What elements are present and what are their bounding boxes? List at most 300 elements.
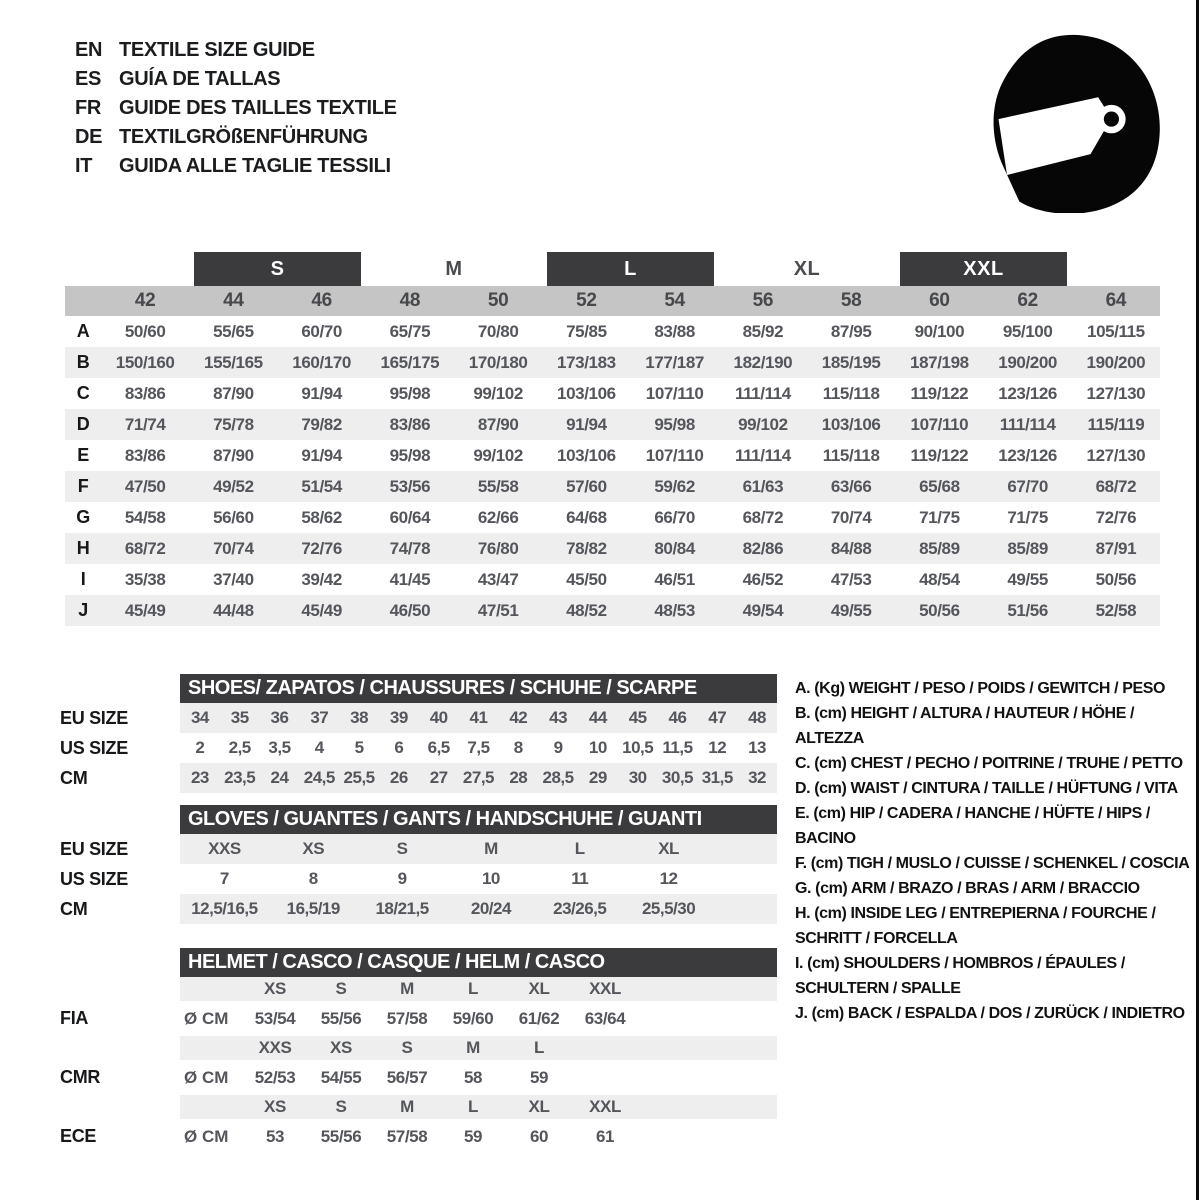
size-value: 23,5 [224,768,256,787]
diameter-unit: Ø CM [184,1067,229,1087]
language-label: TEXTILGRÖßENFÜHRUNG [119,126,368,148]
size-value: 127/130 [1086,445,1146,465]
band-spacer-cell [65,252,101,286]
size-value: 24,5 [303,768,335,787]
table-row-J [65,595,1160,626]
size-band-label: S [194,252,361,286]
size-value: 87/90 [213,383,254,403]
size-value: 70/74 [213,538,254,558]
size-value: 99/102 [473,383,523,403]
size-value: 8 [513,738,523,757]
size-band-cell [542,252,719,286]
row-label: J [78,600,88,620]
size-label: S [335,979,347,998]
size-value: 62/66 [477,507,519,527]
size-value: 82/86 [742,538,784,558]
size-value: 48/53 [654,600,695,620]
size-value: 39 [389,708,408,727]
table-row-G [65,502,1160,533]
size-value: 8 [308,869,318,888]
size-value: 83/86 [124,445,166,465]
size-value: 182/190 [733,352,793,372]
row-label: ECE [60,1126,97,1146]
shoes-table-title: SHOES/ ZAPATOS / CHAUSSURES / SCHUHE / SCARPE [180,674,777,703]
language-code: ES [75,68,102,90]
size-value: 72/76 [1095,507,1137,527]
size-value: 4 [314,738,324,757]
size-value: 11,5 [662,738,693,757]
row-label [60,1095,180,1119]
table-row-A [65,316,1160,347]
size-value: 65/75 [389,321,431,341]
size-value: 3,5 [268,738,291,757]
size-value: 50/56 [919,600,960,620]
language-label: GUIDA ALLE TAGLIE TESSILI [119,155,391,177]
size-value: 50/56 [1095,569,1137,589]
size-value: 61/62 [518,1008,560,1028]
size-value: XL [658,839,679,858]
language-row [75,94,397,123]
size-value: 60/64 [389,507,431,527]
language-code: IT [75,155,93,177]
size-value: 95/100 [1002,321,1053,341]
size-value: 57/58 [386,1126,428,1146]
size-value: 46/50 [389,600,431,620]
size-value: 45/50 [566,569,607,589]
size-value: 51/54 [301,476,342,496]
size-value: 45 [628,708,647,727]
size-value: 58/62 [301,507,342,527]
size-value: 65/68 [919,476,960,496]
size-value: 103/106 [557,383,616,403]
size-value: 25,5/30 [641,899,696,918]
size-value: 52/58 [1095,600,1137,620]
size-value: 115/118 [822,383,880,403]
row-label: US SIZE [60,868,128,889]
helmet-table-title: HELMET / CASCO / CASQUE / HELM / CASCO [180,948,777,977]
size-value: 127/130 [1086,383,1146,403]
size-value: 36 [270,708,289,727]
legend-item: A. (Kg) WEIGHT / PESO / POIDS / GEWITCH / PESO [795,680,1166,697]
size-value: 55/58 [477,476,519,496]
size-value: 9 [553,738,563,757]
column-header: 46 [311,290,332,311]
size-label: L [468,979,478,998]
size-value: 75/78 [213,414,254,434]
row-cells [180,1119,777,1154]
column-header: 60 [929,290,950,311]
size-value: 46/51 [654,569,695,589]
row-label: D [76,414,90,434]
table-row [60,864,777,894]
row-cells [180,1001,777,1036]
size-band-cell [101,252,189,286]
size-value: 46/52 [742,569,784,589]
language-code: FR [75,97,102,119]
size-value: 123/126 [998,383,1057,403]
size-value: 23/26,5 [553,899,607,918]
size-value: 68/72 [124,538,166,558]
size-value: 7 [219,869,229,888]
size-value: 10 [588,738,607,757]
size-value: 107/110 [645,383,704,403]
helmet-icon [975,28,1170,213]
size-band-label: L [547,252,714,286]
column-header: 48 [399,290,421,311]
row-label: I [80,569,86,589]
row-label: A [76,321,90,341]
size-value: 87/95 [830,321,872,341]
size-value: 54/55 [320,1067,362,1087]
diameter-unit: Ø CM [184,1008,229,1028]
size-band-label: M [445,257,463,280]
size-value: 63/66 [830,476,872,496]
size-value: 123/126 [998,445,1057,465]
size-value: 59/62 [654,476,695,496]
row-label: EU SIZE [60,838,128,859]
size-band-cell [719,252,896,286]
helmet-size-row [60,1036,777,1060]
shoes-table [60,674,777,793]
table-row [60,763,777,793]
size-value: 55/56 [320,1008,362,1028]
size-value: 68/72 [1095,476,1137,496]
size-label: M [400,979,414,998]
size-value: 42 [509,708,528,727]
size-band-cell [1072,252,1160,286]
size-value: 40 [429,708,448,727]
size-value: 37 [310,708,329,727]
size-value: 41/45 [389,569,431,589]
size-value: 55/56 [320,1126,362,1146]
size-value: 10,5 [622,738,654,757]
size-value: 91/94 [566,414,607,434]
size-value: 115/118 [822,445,880,465]
legend-item: E. (cm) HIP / CADERA / HANCHE / HÜFTE / HIPS / BACINO [795,805,1150,847]
size-value: 85/92 [742,321,784,341]
row-cells [180,864,777,894]
size-value: 79/82 [301,414,342,434]
size-value: 160/170 [292,352,351,372]
size-value: 83/86 [389,414,431,434]
size-value: 61/63 [742,476,784,496]
legend-item: D. (cm) WAIST / CINTURA / TAILLE / HÜFTUNG / VITA [795,780,1178,797]
legend-item: C. (cm) CHEST / PECHO / POITRINE / TRUHE / PETTO [795,755,1183,772]
size-label: S [401,1038,413,1057]
size-value: 48/54 [919,569,960,589]
size-value: 47/50 [124,476,166,496]
row-label: E [77,445,89,465]
size-value: 29 [588,768,607,787]
size-value: 105/115 [1087,321,1145,341]
table-row-F [65,471,1160,502]
size-value: 165/175 [380,352,440,372]
size-value: S [396,839,408,858]
size-value: 37/40 [213,569,254,589]
size-value: 61 [595,1126,615,1146]
size-value: 107/110 [910,414,969,434]
language-row [75,65,397,94]
size-value: 5 [354,738,364,757]
size-value: 45/49 [124,600,166,620]
helmet-size-row [60,1095,777,1119]
size-value: 49/54 [742,600,784,620]
diameter-unit: Ø CM [184,1126,229,1146]
size-value: 90/100 [914,321,965,341]
size-value: 27 [429,768,448,787]
table-row [60,733,777,763]
column-header: 52 [576,290,597,311]
size-value: 87/90 [213,445,254,465]
size-value: 53 [265,1126,285,1146]
size-value: 48 [748,708,767,727]
size-value: 111/114 [999,414,1056,434]
size-value: 20/24 [470,899,511,918]
size-value: 57/60 [566,476,607,496]
table-row-E [65,440,1160,471]
size-value: 23 [190,768,209,787]
size-value: 87/90 [477,414,519,434]
row-label [60,1036,180,1060]
row-label: G [76,507,90,527]
size-value: 35 [230,708,249,727]
size-value: 119/122 [910,445,969,465]
size-value: 16,5/19 [286,899,340,918]
size-value: XXS [208,839,241,858]
spacer [60,805,180,834]
size-value: 26 [389,768,408,787]
size-value: 47/53 [830,569,872,589]
size-value: 45/49 [301,600,342,620]
helmet-table [60,948,777,1154]
legend-item: G. (cm) ARM / BRAZO / BRAS / ARM / BRACCIO [795,880,1140,897]
size-value: 80/84 [654,538,695,558]
legend-item: J. (cm) BACK / ESPALDA / DOS / ZURÜCK / INDIETRO [795,1005,1185,1022]
size-value: 32 [748,768,767,787]
size-band-label: XL [793,257,821,280]
size-value: 47 [708,708,727,727]
size-value: 85/89 [919,538,960,558]
size-value: 87/91 [1095,538,1137,558]
row-label: FIA [60,1008,89,1028]
size-value: 63/64 [584,1008,626,1028]
size-value: 56/60 [213,507,254,527]
size-label: XXS [258,1038,292,1057]
size-value: 187/198 [910,352,969,372]
row-label: CM [60,898,88,919]
size-value: 59 [529,1067,549,1087]
size-label: S [335,1097,347,1116]
size-label: L [534,1038,544,1057]
legend-item: F. (cm) TIGH / MUSLO / CUISSE / SCHENKEL / COSCIA [795,855,1190,872]
size-value: 58 [463,1067,483,1087]
size-label: M [400,1097,414,1116]
row-cells [180,894,777,924]
size-value: 78/82 [566,538,607,558]
language-code: EN [75,39,103,61]
size-value: 43 [549,708,568,727]
size-value: 170/180 [468,352,528,372]
language-row [75,152,397,181]
row-cells [180,763,777,793]
legend-item: B. (cm) HEIGHT / ALTURA / HAUTEUR / HÖHE / ALTEZZA [795,705,1135,747]
row-label: US SIZE [60,737,128,758]
size-value: 50/60 [124,321,166,341]
size-value: 83/86 [124,383,166,403]
size-value: 28,5 [542,768,574,787]
size-value: 85/89 [1007,538,1048,558]
size-value: 49/55 [1007,569,1048,589]
language-row [75,123,397,152]
language-code: DE [75,126,103,148]
size-value: 56/57 [386,1067,428,1087]
table-row-I [65,564,1160,595]
size-band-label: XXL [900,252,1067,286]
size-value: 99/102 [738,414,788,434]
row-cells [180,834,777,864]
row-label: F [77,476,89,496]
size-value: 10 [481,869,500,888]
row-cells [180,1036,777,1060]
size-value: 46 [668,708,687,727]
column-header: 42 [134,290,156,311]
size-value: 28 [509,768,528,787]
column-header: 54 [664,290,685,311]
table-row-D [65,409,1160,440]
size-value: 49/55 [830,600,872,620]
legend-item: H. (cm) INSIDE LEG / ENTREPIERNA / FOURCHE / SCHRITT / FORCELLA [795,905,1156,947]
size-value: 30 [628,768,647,787]
size-value: 12 [708,738,727,757]
size-value: 35/38 [124,569,166,589]
row-label: H [76,538,90,558]
size-value: 30,5 [661,768,693,787]
size-value: 75/85 [566,321,607,341]
size-value: 25,5 [343,768,375,787]
size-value: 185/195 [821,352,881,372]
language-label: GUÍA DE TALLAS [119,68,281,90]
size-value: 60 [529,1126,549,1146]
size-value: 12,5/16,5 [191,899,258,918]
size-value: 53/54 [254,1008,296,1028]
size-value: 103/106 [557,445,616,465]
row-cells [180,1095,777,1119]
size-value: 103/106 [821,414,881,434]
size-label: XL [528,979,550,998]
size-value: 6 [394,738,404,757]
row-label: EU SIZE [60,707,128,728]
size-value: 2 [195,738,205,757]
column-header: 44 [223,290,244,311]
size-value: 59 [463,1126,483,1146]
column-header: 62 [1017,290,1038,311]
size-value: 43/47 [477,569,519,589]
number-spacer-cell [65,286,101,316]
helmet-value-row [60,1060,777,1095]
size-label: XS [264,1097,286,1116]
row-cells [180,977,777,1001]
size-value: 91/94 [301,383,342,403]
column-header: 64 [1105,290,1127,311]
size-value: 76/80 [477,538,519,558]
size-value: 84/88 [830,538,872,558]
table-row-B [65,347,1160,378]
size-label: XXL [589,1097,621,1116]
row-label [60,977,180,1001]
size-value: 107/110 [645,445,704,465]
size-value: 52/53 [254,1067,296,1087]
row-label: B [76,352,90,372]
size-value: 34 [190,708,209,727]
size-value: 44/48 [213,600,254,620]
size-value: 91/94 [301,445,342,465]
size-value: 7,5 [467,738,490,757]
language-label: TEXTILE SIZE GUIDE [119,39,315,61]
size-value: 177/187 [645,352,704,372]
size-value: 47/51 [477,600,519,620]
gloves-table-title: GLOVES / GUANTES / GANTS / HANDSCHUHE / GUANTI [180,805,777,834]
size-value: 44 [588,708,607,727]
main-size-table [65,252,1160,626]
size-band-cell [366,252,543,286]
size-band-row [65,252,1160,286]
table-row-H [65,533,1160,564]
size-value: 31,5 [701,768,733,787]
right-edge-rule [1196,0,1199,1200]
table-row [60,894,777,924]
size-value: 60/70 [301,321,342,341]
table-row-C [65,378,1160,409]
column-header: 58 [840,290,862,311]
size-value: 9 [397,869,407,888]
size-value: 13 [748,738,767,757]
size-value: 67/70 [1007,476,1048,496]
size-value: 39/42 [301,569,342,589]
table-row [60,834,777,864]
size-value: 83/88 [654,321,695,341]
size-value: 66/70 [654,507,695,527]
helmet-size-row [60,977,777,1001]
size-value: 24 [270,768,289,787]
size-value: 64/68 [566,507,607,527]
measurement-legend [795,676,1193,1026]
size-value: M [484,839,498,858]
row-label: CM [60,767,88,788]
size-value: 119/122 [910,383,969,403]
size-band-cell [895,252,1072,286]
size-label: M [466,1038,480,1057]
language-row [75,36,397,65]
spacer [60,674,180,703]
gloves-table [60,805,777,924]
size-value: 190/200 [1086,352,1146,372]
size-label: XL [528,1097,550,1116]
column-header: 50 [487,290,509,311]
legend-item: I. (cm) SHOULDERS / HOMBROS / ÉPAULES / SCHULTERN / SPALLE [795,955,1125,997]
size-value: 48/52 [566,600,607,620]
size-value: 70/74 [830,507,872,527]
size-value: 111/114 [734,445,791,465]
row-cells [180,733,777,763]
language-list [75,36,397,181]
size-value: 115/119 [1087,414,1145,434]
size-value: 71/75 [1007,507,1048,527]
row-cells [180,703,777,733]
size-value: 54/58 [124,507,166,527]
size-value: 6,5 [427,738,450,757]
size-value: 95/98 [389,383,431,403]
size-value: 155/165 [204,352,263,372]
